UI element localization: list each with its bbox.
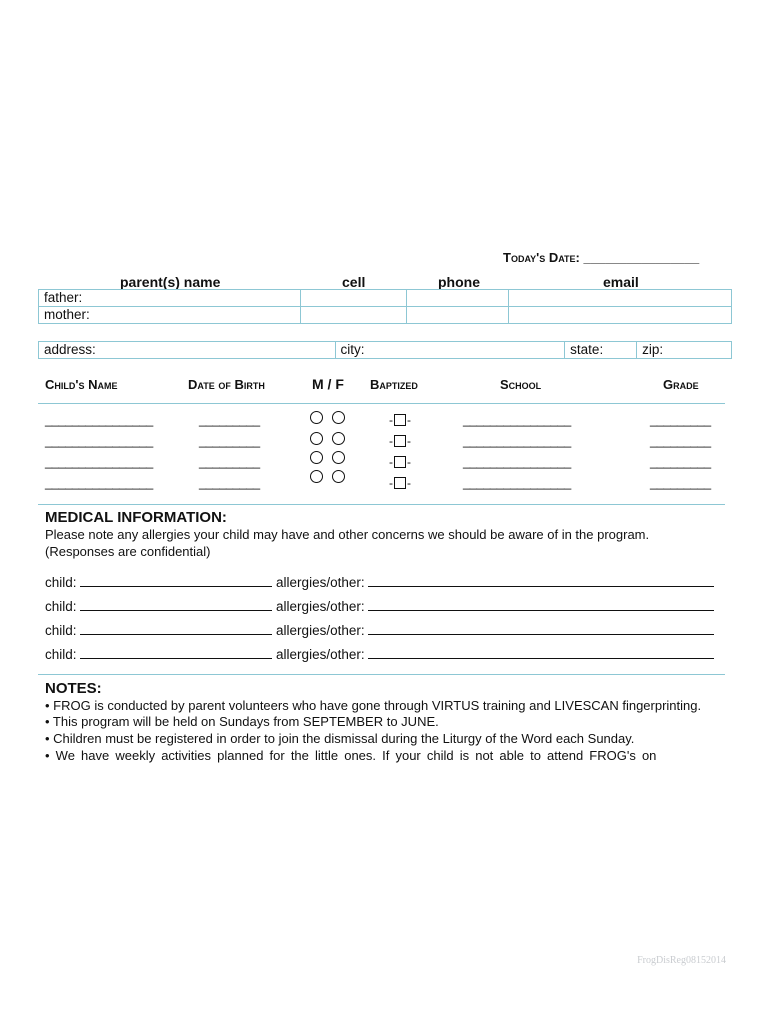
state-field[interactable]: state: <box>565 342 637 359</box>
father-label[interactable]: father: <box>39 290 301 307</box>
header-childs-name: Child's Name <box>45 377 118 392</box>
check-dash-right: - <box>407 455 411 469</box>
male-radio[interactable] <box>310 411 323 424</box>
medical-top-rule <box>38 504 725 505</box>
notes-top-rule <box>38 674 725 675</box>
medical-title: MEDICAL INFORMATION: <box>45 509 227 526</box>
child-school-field[interactable]: ________________ <box>463 475 571 490</box>
female-radio[interactable] <box>332 451 345 464</box>
header-mf: M / F <box>312 376 344 392</box>
child-dob-field[interactable]: _________ <box>199 454 260 469</box>
note-item: • Children must be registered in order to join the dismissal during the Liturgy of the Word each Sunday. <box>45 731 635 746</box>
note-item: • This program will be held on Sundays from SEPTEMBER to JUNE. <box>45 714 439 729</box>
mother-cell-field[interactable] <box>300 307 407 324</box>
header-date-of-birth: Date of Birth <box>188 377 265 392</box>
check-dash-right: - <box>407 476 411 490</box>
medical-child-field[interactable] <box>80 646 272 659</box>
child-label: child: <box>45 623 77 638</box>
check-dash-left: - <box>389 434 393 448</box>
child-grade-field[interactable]: _________ <box>650 454 711 469</box>
note-item: • We have weekly activities planned for the little ones. If your child is not able to attend FROG's on <box>45 748 657 763</box>
check-dash-right: - <box>407 413 411 427</box>
child-grade-field[interactable]: _________ <box>650 433 711 448</box>
female-radio[interactable] <box>332 432 345 445</box>
baptized-checkbox[interactable] <box>389 413 411 427</box>
address-table <box>38 341 732 359</box>
child-school-field[interactable]: ________________ <box>463 454 571 469</box>
checkbox-box[interactable] <box>394 477 406 489</box>
note-item: • FROG is conducted by parent volunteers who have gone through VIRTUS training and LIVESCAN fingerprinting. <box>45 698 702 713</box>
baptized-checkbox[interactable] <box>389 455 411 469</box>
father-email-field[interactable] <box>509 290 732 307</box>
parent-table <box>38 289 732 324</box>
allergies-label: allergies/other: <box>276 647 365 662</box>
medical-child-field[interactable] <box>80 598 272 611</box>
todays-date-label: Today's Date: <box>503 250 580 265</box>
allergies-field[interactable] <box>368 622 714 635</box>
medical-row <box>45 646 714 662</box>
city-field[interactable]: city: <box>335 342 565 359</box>
medical-row <box>45 574 714 590</box>
father-phone-field[interactable] <box>407 290 509 307</box>
header-cell: cell <box>342 274 366 290</box>
address-field[interactable]: address: <box>39 342 336 359</box>
child-label: child: <box>45 575 77 590</box>
header-school: School <box>500 377 542 392</box>
todays-date-field[interactable]: ________________ <box>583 250 700 265</box>
child-grade-field[interactable]: _________ <box>650 412 711 427</box>
mother-label[interactable]: mother: <box>39 307 301 324</box>
check-dash-right: - <box>407 434 411 448</box>
child-grade-field[interactable]: _________ <box>650 475 711 490</box>
mother-email-field[interactable] <box>509 307 732 324</box>
allergies-label: allergies/other: <box>276 623 365 638</box>
checkbox-box[interactable] <box>394 456 406 468</box>
allergies-field[interactable] <box>368 598 714 611</box>
check-dash-left: - <box>389 413 393 427</box>
footer-code: FrogDisReg08152014 <box>637 955 726 966</box>
child-name-field[interactable]: ________________ <box>45 433 153 448</box>
header-parent-name: parent(s) name <box>120 274 221 290</box>
header-grade: Grade <box>663 377 699 392</box>
male-radio[interactable] <box>310 470 323 483</box>
allergies-label: allergies/other: <box>276 599 365 614</box>
allergies-field[interactable] <box>368 574 714 587</box>
child-label: child: <box>45 647 77 662</box>
check-dash-left: - <box>389 455 393 469</box>
child-name-field[interactable]: ________________ <box>45 412 153 427</box>
male-radio[interactable] <box>310 432 323 445</box>
allergies-label: allergies/other: <box>276 575 365 590</box>
header-phone: phone <box>438 274 480 290</box>
zip-field[interactable]: zip: <box>637 342 732 359</box>
child-school-field[interactable]: ________________ <box>463 433 571 448</box>
checkbox-box[interactable] <box>394 435 406 447</box>
check-dash-left: - <box>389 476 393 490</box>
notes-title: NOTES: <box>45 680 102 697</box>
female-radio[interactable] <box>332 470 345 483</box>
header-baptized: Baptized <box>370 377 418 392</box>
allergies-field[interactable] <box>368 646 714 659</box>
medical-row <box>45 622 714 638</box>
father-row <box>39 290 732 307</box>
baptized-checkbox[interactable] <box>389 434 411 448</box>
child-name-field[interactable]: ________________ <box>45 475 153 490</box>
male-radio[interactable] <box>310 451 323 464</box>
medical-child-field[interactable] <box>80 574 272 587</box>
medical-confidential-note: (Responses are confidential) <box>45 544 211 559</box>
female-radio[interactable] <box>332 411 345 424</box>
child-school-field[interactable]: ________________ <box>463 412 571 427</box>
child-table-top-rule <box>38 403 725 404</box>
baptized-checkbox[interactable] <box>389 476 411 490</box>
medical-row <box>45 598 714 614</box>
checkbox-box[interactable] <box>394 414 406 426</box>
child-dob-field[interactable]: _________ <box>199 433 260 448</box>
medical-instructions: Please note any allergies your child may have and other concerns we should be aware of in the program. <box>45 527 650 542</box>
child-label: child: <box>45 599 77 614</box>
child-dob-field[interactable]: _________ <box>199 475 260 490</box>
father-cell-field[interactable] <box>300 290 407 307</box>
mother-row <box>39 307 732 324</box>
child-name-field[interactable]: ________________ <box>45 454 153 469</box>
medical-child-field[interactable] <box>80 622 272 635</box>
mother-phone-field[interactable] <box>407 307 509 324</box>
header-email: email <box>603 274 639 290</box>
child-dob-field[interactable]: _________ <box>199 412 260 427</box>
todays-date <box>503 250 699 265</box>
